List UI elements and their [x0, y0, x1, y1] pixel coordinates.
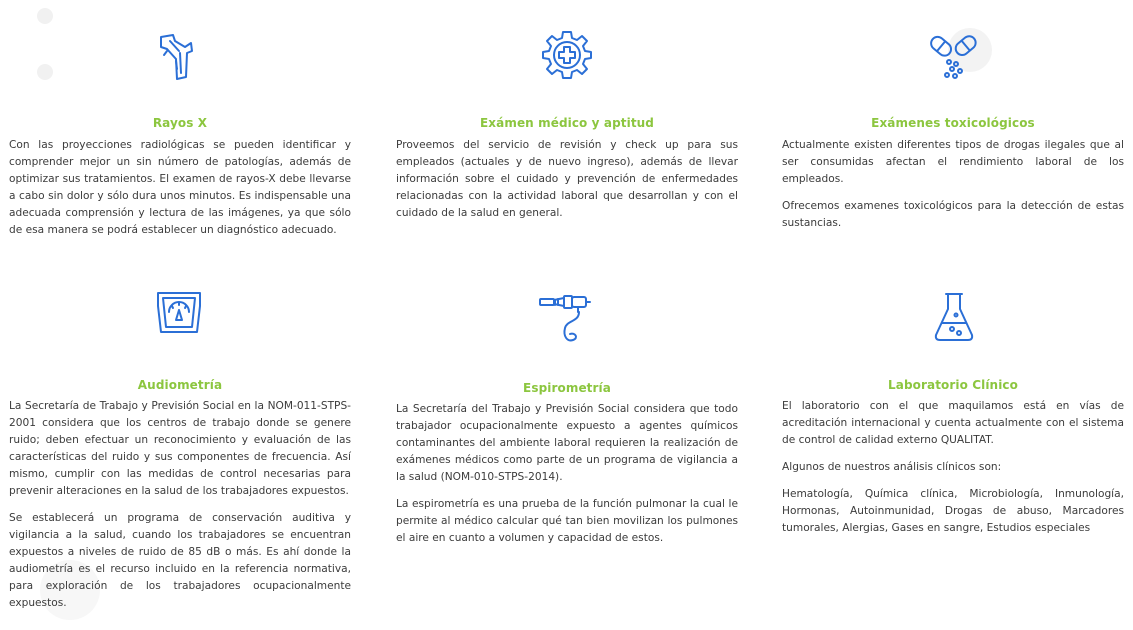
service-paragraph: Ofrecemos examenes toxicológicos para la detección de estas sustancias. — [782, 200, 1124, 229]
pills-icon — [926, 30, 980, 82]
service-card-rayos-x — [9, 0, 351, 260]
service-title: Espirometría — [523, 381, 611, 395]
service-title: Rayos X — [152, 116, 208, 130]
service-card-toxicologicos — [782, 0, 1124, 260]
service-card-laboratorio — [782, 270, 1124, 630]
service-description — [9, 398, 351, 612]
service-title: Audiometría — [137, 378, 223, 392]
service-paragraph: El laboratorio con el que maquilamos está en vías de acreditación internacional y cuenta actualmente con el sistema de control de calidad externo QUALITAT. — [782, 400, 1124, 446]
service-title: Exámen médico y aptitud — [480, 116, 654, 130]
service-paragraph: Con las proyecciones radiológicas se pueden identificar y comprender mejor un sin número de patologías, además de optimizar sus tratamientos. El examen de rayos-X debe llevarse a cabo sin dolor y sólo dura unos minutos. Es indispensable una adecuada comprensión y lectura de las imágenes, ya que sólo de esa manera se podrá establecer un diagnóstico adecuado. — [9, 139, 351, 236]
flask-icon — [933, 291, 975, 343]
service-paragraph: Hematología, Química clínica, Microbiología, Inmunología, Hormonas, Autoinmunidad, Drogas de abuso, Marcadores tumorales, Alergias, Gases en sangre, Estudios especiales — [782, 488, 1124, 534]
service-paragraph: Algunos de nuestros análisis clínicos son: — [782, 461, 1002, 473]
service-paragraph: Se establecerá un programa de conservación auditiva y vigilancia a la salud, cuando los trabajadores se encuentran expuestos a niveles de ruido de 85 dB o más. Es ahí donde la audiometría es el recurso incluido en la referencia normativa, para exploración de los trabajadores ocupacionalmente expuestos. — [9, 512, 351, 609]
service-card-espirometria — [396, 270, 738, 630]
medical-gear-icon — [542, 29, 592, 79]
service-description — [396, 401, 738, 547]
audiometer-icon — [155, 290, 203, 336]
service-title: Exámenes toxicológicos — [871, 116, 1035, 130]
service-paragraph: Proveemos del servicio de revisión y check up para sus empleados (actuales y de nuevo ingreso), además de llevar información sobre el cuidado y prevención de enfermedades relacionadas con la actividad laboral que desarrollan y con el cuidado de la salud en general. — [396, 139, 738, 219]
service-card-audiometria — [9, 270, 351, 630]
service-description — [9, 137, 351, 239]
service-paragraph: La Secretaría de Trabajo y Previsión Social en la NOM-011-STPS-2001 considera que los centros de trabajo donde se genere ruido; deben efectuar un reconocimiento y evaluación de las características del ruido y sus componentes de frecuencia. Así mismo, cumplir con las medidas de control necesarias para prevenir alteraciones en la salud de los trabajadores expuestos. — [9, 400, 351, 497]
service-description — [782, 398, 1124, 537]
service-title: Laboratorio Clínico — [888, 378, 1018, 392]
xray-bone-icon — [158, 33, 194, 81]
service-description — [396, 137, 738, 222]
spirometer-icon — [537, 292, 593, 348]
service-paragraph: Actualmente existen diferentes tipos de drogas ilegales que al ser consumidas afectan el rendimiento laboral de los empleados. — [782, 139, 1124, 185]
service-paragraph: La espirometría es una prueba de la función pulmonar la cual le permite al médico calcular qué tan bien movilizan los pulmones el aire en cuanto a volumen y capacidad de estos. — [396, 498, 738, 544]
service-card-examen-medico — [396, 0, 738, 260]
service-description — [782, 137, 1124, 232]
service-paragraph: La Secretaría del Trabajo y Previsión Social considera que todo trabajador ocupacionalmente expuesto a agentes químicos contaminantes del ambiente laboral requieren la realización de exámenes médicos como parte de un programa de vigilancia a la salud (NOM-010-STPS-2014). — [396, 403, 738, 483]
